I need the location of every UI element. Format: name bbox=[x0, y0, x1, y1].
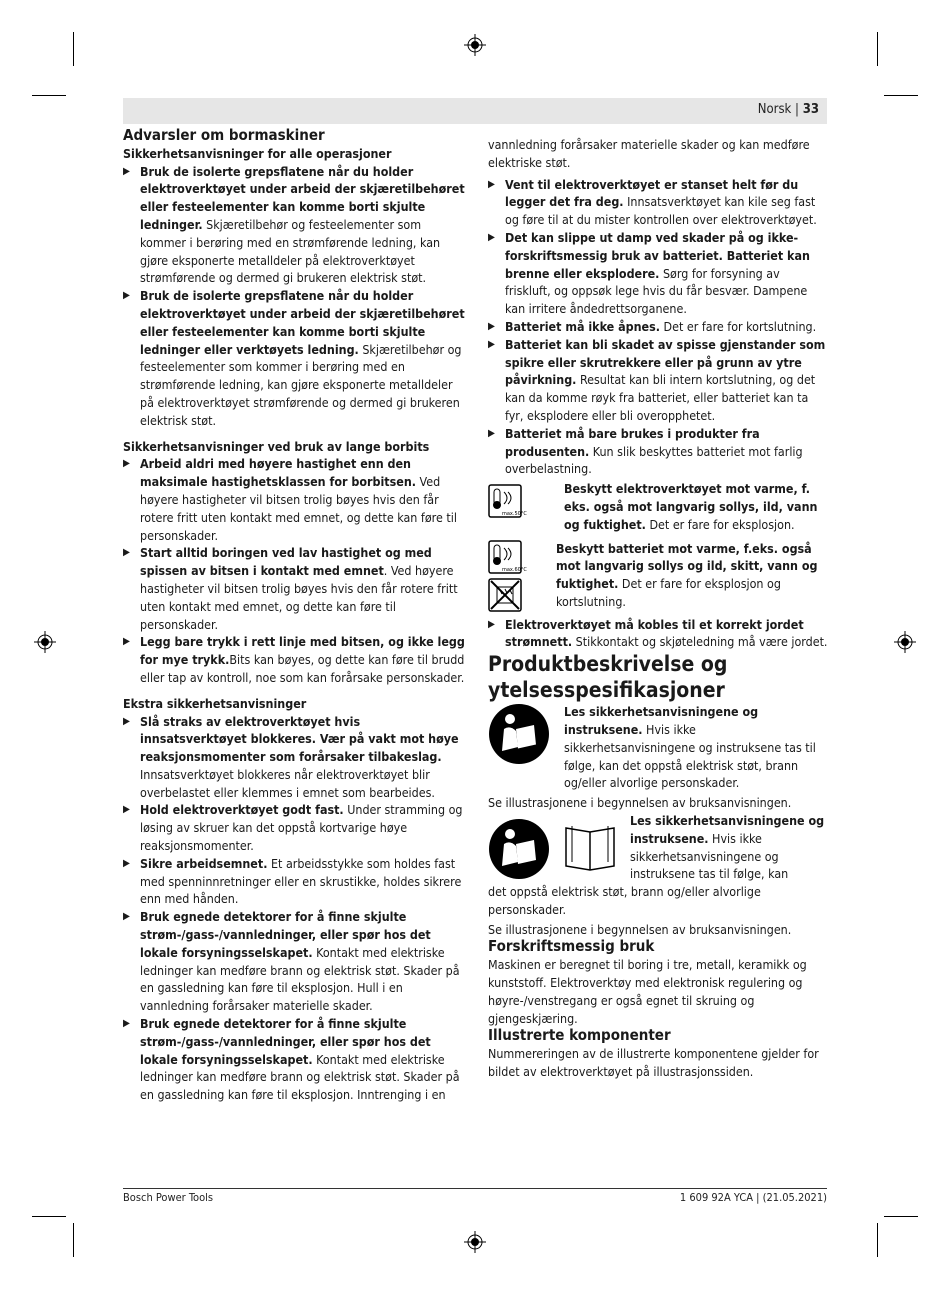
page-header bbox=[123, 98, 827, 124]
warning-bold: Det kan slippe ut damp ved skader på og ikke-forskriftsmessig bruk av batteriet. Batteriet kan brenne eller eksplodere. bbox=[505, 229, 810, 281]
warning-item bbox=[123, 713, 468, 802]
arrow-icon: ▶ bbox=[123, 165, 130, 177]
heat-protection-icon bbox=[488, 484, 527, 518]
warning-text: Det er fare for kortslutning. bbox=[659, 318, 817, 334]
registration-mark-icon bbox=[464, 1231, 486, 1253]
warning-text: Det er fare for eksplosjon og kortslutning. bbox=[556, 576, 781, 609]
icon-stack bbox=[488, 540, 527, 612]
page-number: 33 bbox=[802, 102, 819, 117]
arrow-icon: ▶ bbox=[488, 178, 495, 190]
read-manual-icon bbox=[488, 818, 550, 880]
warning-text: Ved høyere hastigheter vil bitsen trolig bøyes hvis den får rotere fritt uten kontakt med emnet, og dette kan føre til personskader. bbox=[140, 474, 457, 543]
footer-brand: Bosch Power Tools bbox=[123, 1191, 214, 1204]
warning-item bbox=[123, 163, 468, 288]
warning-text: Et arbeidsstykke som holdes fast med spenninnretninger eller en skrustikke, holdes sikrere enn med hånden. bbox=[140, 855, 462, 907]
crop-mark bbox=[73, 32, 74, 66]
header-text bbox=[758, 102, 819, 117]
arrow-icon: ▶ bbox=[488, 618, 495, 630]
no-water-icon bbox=[488, 578, 522, 612]
registration-mark-icon bbox=[464, 34, 486, 56]
warning-item bbox=[488, 318, 828, 336]
warning-item bbox=[123, 855, 468, 908]
registration-mark-icon bbox=[34, 631, 56, 653]
arrow-icon: ▶ bbox=[123, 290, 130, 302]
arrow-icon: ▶ bbox=[488, 320, 495, 332]
subsection-title: Illustrerte komponenter bbox=[488, 1026, 671, 1045]
header-section: Norsk bbox=[757, 102, 792, 117]
warning-item bbox=[123, 1015, 468, 1104]
read-manual-continued: det oppstå elektrisk støt, brann og/eller alvorlige personskader. bbox=[488, 884, 761, 917]
warning-item bbox=[123, 544, 468, 633]
footer-rule bbox=[123, 1188, 827, 1189]
arrow-icon: ▶ bbox=[123, 636, 130, 648]
arrow-icon: ▶ bbox=[123, 804, 130, 816]
heat-warning-text bbox=[556, 540, 828, 612]
subsection-heading: Sikkerhetsanvisninger ved bruk av lange borbits bbox=[123, 438, 430, 454]
warning-text: Skjæretilbehør og festeelementer som kommer i berøring med en strømførende ledning, kan gjøre eksponerte metalldeler på elektroverktøyet strømførende og dermed gi brukeren elektrisk støt. bbox=[140, 341, 462, 428]
arrow-icon: ▶ bbox=[123, 1018, 130, 1030]
arrow-icon: ▶ bbox=[123, 857, 130, 869]
warning-bold: Beskytt batteriet mot varme, f.eks. også mot langvarig sollys og ild, skitt, vann og fuktighet. bbox=[556, 540, 818, 592]
see-illustrations: Se illustrasjonene i begynnelsen av bruksanvisningen. bbox=[488, 795, 792, 811]
heat-warning-text bbox=[564, 480, 828, 533]
warning-text: Kontakt med elektriske ledninger kan medføre brann og elektrisk støt. Skader på en gassledning kan føre til eksplosjon. Inntrenging i en bbox=[140, 1051, 460, 1103]
warning-bold: Bruk egnede detektorer for å finne skjulte strøm-/gass-/vannledninger, eller spør hos det lokale forsyningsselskapet. bbox=[140, 1016, 431, 1067]
warning-item bbox=[488, 176, 828, 229]
read-manual-text bbox=[564, 703, 828, 792]
arrow-icon: ▶ bbox=[488, 338, 495, 350]
arrow-icon: ▶ bbox=[488, 427, 495, 439]
subsection-heading: Ekstra sikkerhetsanvisninger bbox=[123, 695, 307, 711]
warning-text: . Ved høyere hastigheter vil bitsen trolig bøyes hvis den får rotere fritt uten kontakt med emnet, og dette kan føre til personskader. bbox=[140, 563, 458, 632]
warning-item bbox=[123, 908, 468, 1015]
see-illustrations: Se illustrasjonene i begynnelsen av bruksanvisningen. bbox=[488, 921, 792, 937]
footer-doc-id: 1 609 92A YCA | (21.05.2021) bbox=[679, 1191, 827, 1204]
read-manual-text bbox=[630, 812, 828, 883]
warning-bold: Arbeid aldri med høyere hastighet enn den maksimale hastighetsklassen for borbitsen. bbox=[140, 456, 417, 490]
temp-limit-label: max.60°C bbox=[502, 566, 527, 573]
section-title: Advarsler om bormaskiner bbox=[123, 126, 325, 144]
crop-mark bbox=[32, 1216, 66, 1217]
warning-text: Kontakt med elektriske ledninger kan medføre brann og elektrisk støt. Skader på en gassledning kan føre til eksplosjon. Hull i en vannledning forårsaker materielle skader. bbox=[140, 944, 460, 1014]
crop-mark bbox=[884, 1216, 918, 1217]
arrow-icon: ▶ bbox=[123, 547, 130, 559]
warning-item bbox=[123, 455, 468, 544]
warning-text: Sørg for forsyning av friskluft, og oppsøk lege hvis du får besvær. Dampene kan irritere åndedrettsorganene. bbox=[505, 265, 808, 317]
heat-warning-battery bbox=[488, 540, 828, 612]
warning-item bbox=[488, 425, 828, 478]
open-book-icon bbox=[562, 820, 618, 876]
right-column bbox=[488, 136, 828, 1081]
read-manual-bold: Les sikkerhetsanvisningene og instruksene. bbox=[630, 812, 825, 846]
warning-item bbox=[123, 801, 468, 854]
warning-text: Resultat kan bli intern kortslutning, og det kan da komme røyk fra batteriet, eller batteriet kan ta fyr, eksplodere eller bli overopphetet. bbox=[505, 372, 816, 423]
warning-bold: Slå straks av elektroverktøyet hvis innsatsverktøyet blokkeres. Vær på vakt mot høye reaksjonsmomenter som forårsaker tilbakeslag. bbox=[140, 713, 459, 765]
warning-item bbox=[123, 287, 468, 429]
arrow-icon: ▶ bbox=[488, 231, 495, 243]
arrow-icon: ▶ bbox=[123, 458, 130, 470]
battery-heat-icon bbox=[488, 540, 527, 574]
crop-mark bbox=[877, 1223, 878, 1257]
warning-text: Under stramming og løsing av skruer kan det oppstå kortvarige høye reaksjonsmomenter. bbox=[140, 802, 463, 854]
warning-bold: Start alltid boringen ved lav hastighet og med spissen av bitsen i kontakt med emnet bbox=[140, 545, 432, 579]
arrow-icon: ▶ bbox=[123, 715, 130, 727]
crop-mark bbox=[884, 95, 918, 96]
warning-bold: Sikre arbeidsemnet. bbox=[140, 855, 268, 871]
read-manual-body: Hvis ikke sikkerhetsanvisningene og instruksene tas til følge, kan det oppstå elektrisk støt, brann og/eller alvorlige personskader. bbox=[564, 721, 816, 791]
warning-bold: Elektroverktøyet må kobles til et korrekt jordet strømnett. bbox=[505, 616, 804, 650]
warning-text: Innsatsverktøyet kan kile seg fast og føre til at du mister kontrollen over elektroverktøyet. bbox=[505, 194, 817, 228]
components-text: Nummereringen av de illustrerte komponentene gjelder for bildet av elektroverktøyet på illustrasjonssiden. bbox=[488, 1046, 819, 1080]
warning-item bbox=[488, 229, 828, 318]
warning-item bbox=[123, 633, 468, 686]
warning-item bbox=[488, 616, 828, 652]
warning-bold: Vent til elektroverktøyet er stanset helt før du legger det fra deg. bbox=[505, 176, 799, 210]
warning-bold: Beskytt elektroverktøyet mot varme, f. eks. også mot langvarig sollys, ild, vann og fuktighet. bbox=[564, 481, 818, 532]
warning-bold: Bruk de isolerte grepsflatene når du holder elektroverktøyet under arbeid der skjæretilbehøret eller festeelementer kan komme borti skjulte ledninger. bbox=[140, 163, 465, 232]
warning-bold: Batteriet må ikke åpnes. bbox=[505, 318, 660, 334]
read-manual-block bbox=[488, 812, 828, 883]
warning-text: Kun slik beskyttes batteriet mot farlig overbelastning. bbox=[505, 443, 803, 477]
left-column bbox=[123, 127, 468, 1104]
heat-warning-tool bbox=[488, 480, 828, 533]
registration-mark-icon bbox=[894, 631, 916, 653]
header-separator: | bbox=[795, 102, 799, 117]
warning-bold: Batteriet må bare brukes i produkter fra produsenten. bbox=[505, 425, 760, 459]
read-manual-bold: Les sikkerhetsanvisningene og instruksene. bbox=[564, 704, 759, 737]
read-manual-block bbox=[488, 703, 828, 792]
temp-limit-label: max.50°C bbox=[502, 511, 527, 518]
warning-text: Innsatsverktøyet blokkeres når elektroverktøyet blir overbelastet eller klemmes i emnet som bearbeides. bbox=[140, 766, 435, 800]
warning-bold: Bruk egnede detektorer for å finne skjulte strøm-/gass-/vannledninger, eller spør hos det lokale forsyningsselskapet. bbox=[140, 909, 431, 960]
warning-bold: Batteriet kan bli skadet av spisse gjenstander som spikre eller skrutrekkere eller på grunn av ytre påvirkning. bbox=[505, 336, 826, 388]
warning-item bbox=[488, 336, 828, 425]
warning-text: Det er fare for eksplosjon. bbox=[645, 516, 795, 532]
warning-text: Bits kan bøyes, og dette kan føre til brudd eller tap av kontroll, noe som kan forårsake personskader. bbox=[140, 652, 465, 685]
read-manual-icon bbox=[488, 703, 550, 765]
subsection-title: Forskriftsmessig bruk bbox=[488, 937, 655, 956]
section-title: Produktbeskrivelse og ytelsesspesifikasjoner bbox=[488, 652, 728, 703]
warning-bold: Legg bare trykk i rett linje med bitsen, og ikke legg for mye trykk. bbox=[140, 634, 465, 668]
crop-mark bbox=[32, 95, 66, 96]
crop-mark bbox=[73, 1223, 74, 1257]
continued-text: vannledning forårsaker materielle skader og kan medføre elektriske støt. bbox=[488, 137, 810, 170]
warning-text: Skjæretilbehør og festeelementer som kommer i berøring med en strømførende ledning, kan gjøre eksponerte metalldeler på elektroverktøyet strømførende og dermed gi brukeren elektrisk støt. bbox=[140, 216, 441, 286]
read-manual-body: Hvis ikke sikkerhetsanvisningene og instruksene tas til følge, kan bbox=[630, 830, 789, 882]
intended-use-text: Maskinen er beregnet til boring i tre, metall, keramikk og kunststoff. Elektroverktøy med elektronisk regulering og høyre-/venstregang er også egnet til skruing og gjengeskjæring. bbox=[488, 957, 807, 1026]
warning-text: Stikkontakt og skjøteledning må være jordet. bbox=[572, 634, 828, 650]
arrow-icon: ▶ bbox=[123, 911, 130, 923]
subsection-heading: Sikkerhetsanvisninger for alle operasjoner bbox=[123, 145, 392, 161]
warning-bold: Hold elektroverktøyet godt fast. bbox=[140, 802, 344, 818]
warning-bold: Bruk de isolerte grepsflatene når du holder elektroverktøyet under arbeid der skjæretilbehøret eller festeelementer kan komme borti skjulte ledninger eller verktøyets ledning. bbox=[140, 288, 465, 357]
crop-mark bbox=[877, 32, 878, 66]
